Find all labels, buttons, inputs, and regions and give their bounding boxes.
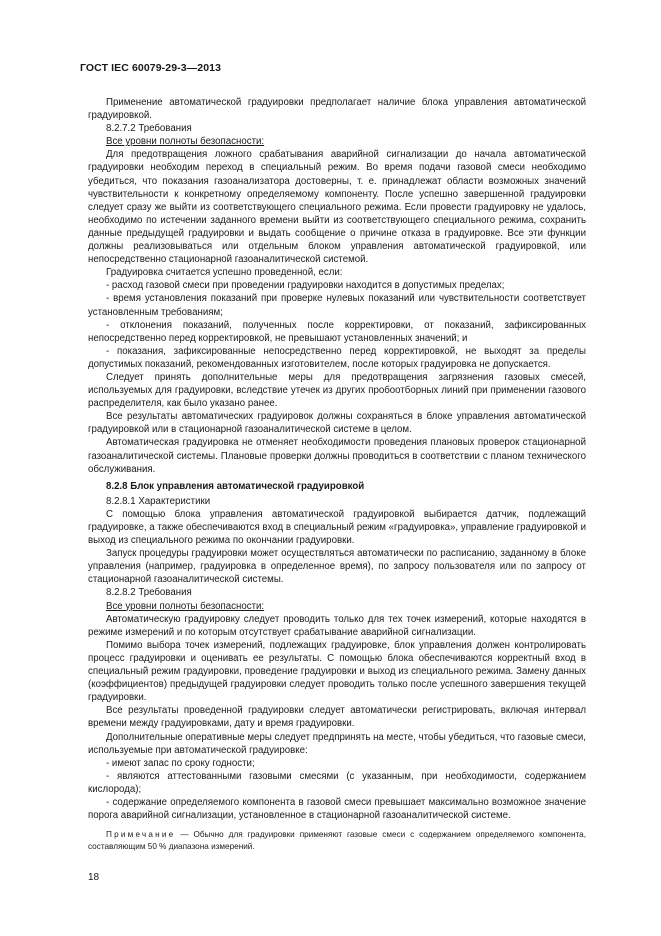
list-item: - имеют запас по сроку годности; [106,757,255,769]
paragraph: Дополнительные оперативные меры следует предпринять на месте, чтобы убедиться, что газовые смеси, используемые при автоматической градуировке: [88,731,586,756]
paragraph: С помощью блока управления автоматической градуировкой выбирается датчик, подлежащий градуировке, а также обеспечиваются вход в специальный режим «градуировка», управление градуировкой и выход из специального режима по окончании градуировки. [88,508,586,547]
list-item: - показания, зафиксированные непосредственно перед корректировкой, не выходят за пределы допустимых показаний, рекомендованных изготовителем, после которых градуировка не допускается. [88,345,586,370]
note-text: — Обычно для градуировки применяют газовые смеси с содержанием определяемого компонента, составляющим 50 % диапазона измерений. [88,830,586,852]
paragraph: Градуировка считается успешно проведенной, если: [106,267,343,279]
subsection-heading: 8.2.8.1 Характеристики [106,495,211,507]
document-header: ГОСТ IEC 60079-29-3—2013 [80,62,222,74]
list-item: - время установления показаний при проверке нулевых показаний или чувствительности соответствует установленным требованиям; [88,293,586,318]
subsection-heading: 8.2.8.2 Требования [106,587,192,599]
note [88,829,586,853]
paragraph: Применение автоматической градуировки предполагает наличие блока управления автоматической градуировкой. [88,97,586,122]
list-item: - содержание определяемого компонента в газовой смеси превышает максимально возможное значение порога аварийной сигнализации, установленное в стационарной газоаналитической системе. [88,796,586,822]
list-item: - являются аттестованными газовыми смесями (с указанным, при необходимости, содержанием кислорода); [88,770,586,795]
safety-level-label: Все уровни полноты безопасности: [106,136,265,148]
page-body [88,96,586,853]
page-number: 18 [88,872,100,883]
paragraph: Для предотвращения ложного срабатывания аварийной сигнализации до начала автоматической градуировки необходим переход в специальный режим. Во время подачи газовой смеси необходимо убедиться, что показания газоанализатора достоверны, т. е. принадлежат области возможных значений чувствительности к конкретному определяемому компоненту. После успешно завершенной градуировки следует сразу же выйти из соответствующего специального режима. Если провести градуировку не удалось, необходимо по истечении заданного времени выйти из соответствующего специального режима, сохранить данные предыдущей градуировки и выдать сообщение о причине отказа в градуировке. Все эти функции должны реализовываться или отдельным блоком управления автоматической градуировкой, или непосредственно стационарной газоаналитической системой. [88,149,586,266]
list-item: - отклонения показаний, полученных после корректировки, от показаний, зафиксированных непосредственно перед корректировкой, не превышают установленных значений; и [88,319,586,344]
paragraph: Запуск процедуры градуировки может осуществляться автоматически по расписанию, заданному в блоке управления (например, градуировка в определенное время), по запросу пользователя или по запросу от стационарной газоаналитической системы. [88,548,586,586]
note-label: Примечание [106,830,176,840]
paragraph: Автоматическая градуировка не отменяет необходимости проведения плановых проверок стационарной газоаналитической системы. Плановые проверки должны проводиться в соответствии с планом технического обслуживания. [88,437,586,475]
subsection-heading: 8.2.7.2 Требования [106,123,192,135]
safety-level-label: Все уровни полноты безопасности: [106,600,265,612]
paragraph: Следует принять дополнительные меры для предотвращения загрязнения газовых смесей, используемых для градуировки, вследствие утечек из других пробоотборных линий при применении газового распределителя, как было указано ранее. [88,371,586,410]
paragraph: Помимо выбора точек измерений, подлежащих градуировке, блок управления должен контролировать процесс градуировки и оценивать ее результаты. С помощью блока обеспечиваются корректный вход в специальный режим градуировки, проведение градуировки и выход из специального режима. Замену данных (коэффициентов) предыдущей градуировки следует проводить только после успешного завершения текущей градуировки. [88,639,586,704]
paragraph: Автоматическую градуировку следует проводить только для тех точек измерений, которые находятся в режиме измерений и по которым отсутствует срабатывание аварийной сигнализации. [88,613,586,638]
paragraph: Все результаты автоматических градуировок должны сохраняться в блоке управления автоматической градуировкой или в стационарной газоаналитической системе в целом. [88,411,586,436]
paragraph: Все результаты проведенной градуировки следует автоматически регистрировать, включая интервал времени между градуировками, дату и время градуировки. [88,705,586,730]
list-item: - расход газовой смеси при проведении градуировки находится в допустимых пределах; [106,280,505,292]
section-heading: 8.2.8 Блок управления автоматической градуировкой [106,480,365,492]
